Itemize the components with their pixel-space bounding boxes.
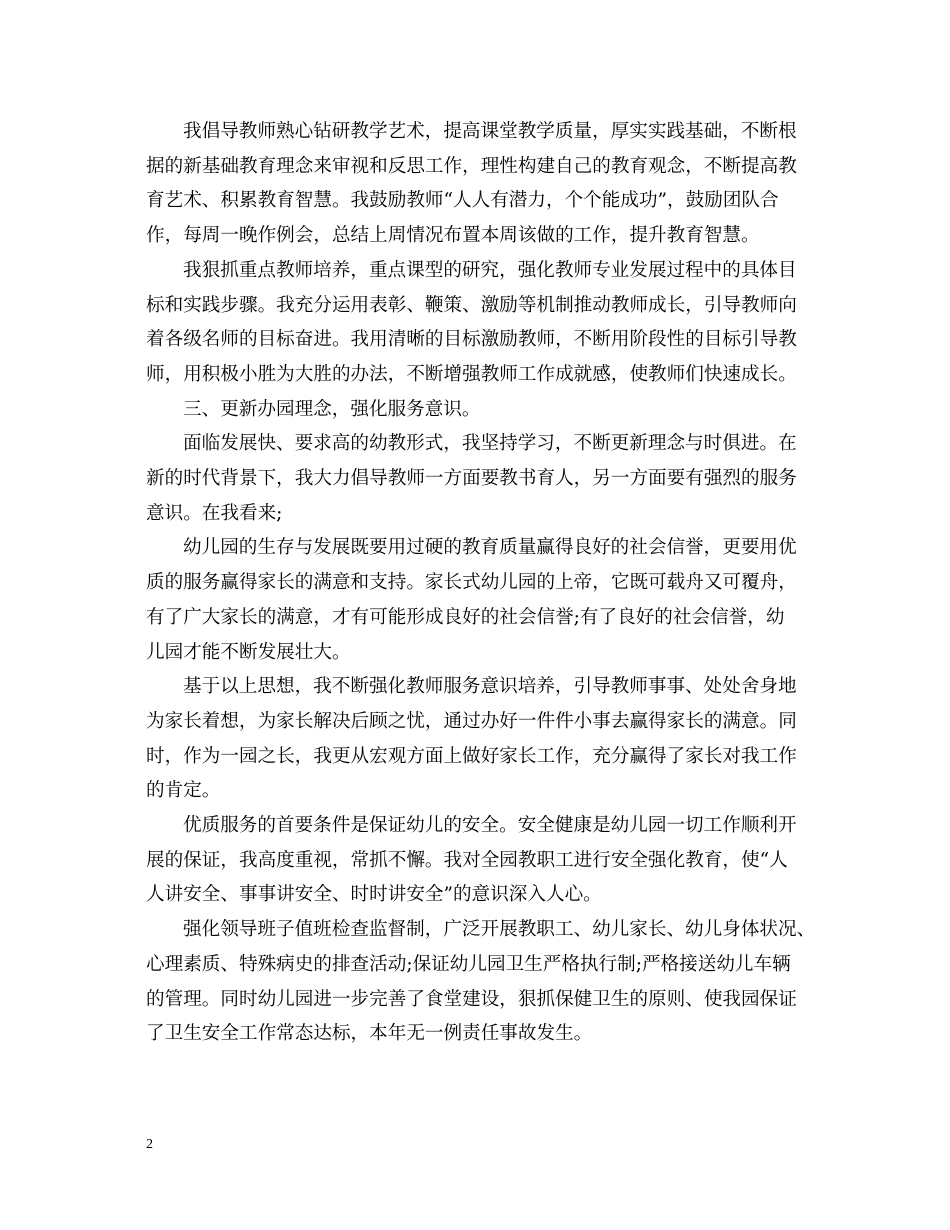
text-line: 了卫生安全工作常态达标，本年无一例责任事故发生。	[146, 1023, 593, 1045]
text-line: 强化领导班子值班检查监督制，广泛开展教职工、幼儿家长、幼儿身体状况、	[183, 919, 816, 941]
paragraph-7	[146, 913, 816, 1052]
paragraph-4	[146, 531, 810, 670]
page-number: 2	[146, 1137, 153, 1152]
text-line: 儿园才能不断发展壮大。	[146, 641, 351, 663]
text-line: 基于以上思想，我不断强化教师服务意识培养，引导教师事事、处处舍身地	[183, 676, 797, 698]
text-line: 人讲安全、事事讲安全、时时讲安全”的意识深入人心。	[146, 884, 602, 906]
text-line: 时，作为一园之长，我更从宏观方面上做好家长工作，充分赢得了家长对我工作	[146, 745, 797, 767]
document-body	[146, 115, 816, 1052]
paragraph-6	[146, 809, 810, 913]
text-line: 据的新基础教育理念来审视和反思工作，理性构建自己的教育观念，不断提高教	[146, 155, 797, 177]
text-line: 的管理。同时幼儿园进一步完善了食堂建设，狠抓保健卫生的原则、使我园保证	[146, 988, 797, 1010]
text-line: 标和实践步骤。我充分运用表彰、鞭策、激励等机制推动教师成长，引导教师向	[146, 294, 797, 316]
text-line: 着各级名师的目标奋进。我用清晰的目标激励教师，不断用阶段性的目标引导教	[146, 329, 797, 351]
text-line: 我狠抓重点教师培养，重点课型的研究，强化教师专业发展过程中的具体目	[183, 259, 797, 281]
text-line: 作，每周一晚作例会，总结上周情况布置本周该做的工作，提升教育智慧。	[146, 225, 760, 247]
text-line: 意识。在我看来;	[146, 502, 283, 524]
section-heading	[146, 393, 810, 428]
text-line: 新的时代背景下，我大力倡导教师一方面要教书育人，另一方面要有强烈的服务	[146, 468, 797, 490]
text-line: 三、更新办园理念，强化服务意识。	[183, 398, 481, 420]
text-line: 展的保证，我高度重视，常抓不懈。我对全园教职工进行安全强化教育，使“人	[146, 849, 788, 871]
text-line: 幼儿园的生存与发展既要用过硬的教育质量赢得良好的社会信誉，更要用优	[183, 537, 797, 559]
paragraph-3	[146, 427, 810, 531]
text-line: 育艺术、积累教育智慧。我鼓励教师“人人有潜力，个个能成功”，鼓励团队合	[146, 190, 779, 212]
text-line: 质的服务赢得家长的满意和支持。家长式幼儿园的上帝，它既可载舟又可覆舟，	[146, 572, 797, 594]
paragraph-1	[146, 115, 810, 254]
text-line: 面临发展快、要求高的幼教形式，我坚持学习，不断更新理念与时俱进。在	[183, 433, 797, 455]
text-line: 的肯定。	[146, 780, 221, 802]
text-line: 有了广大家长的满意，才有可能形成良好的社会信誉;有了良好的社会信誉，幼	[146, 606, 785, 628]
paragraph-5	[146, 670, 810, 809]
text-line: 心理素质、特殊病史的排查活动;保证幼儿园卫生严格执行制;严格接送幼儿车辆	[146, 953, 791, 975]
text-line: 师，用积极小胜为大胜的办法，不断增强教师工作成就感，使教师们快速成长。	[146, 363, 797, 385]
paragraph-2	[146, 254, 810, 393]
text-line: 为家长着想，为家长解决后顾之忧，通过办好一件件小事去赢得家长的满意。同	[146, 710, 797, 732]
text-line: 优质服务的首要条件是保证幼儿的安全。安全健康是幼儿园一切工作顺利开	[183, 815, 797, 837]
text-line: 我倡导教师熟心钻研教学艺术，提高课堂教学质量，厚实实践基础，不断根	[183, 121, 797, 142]
